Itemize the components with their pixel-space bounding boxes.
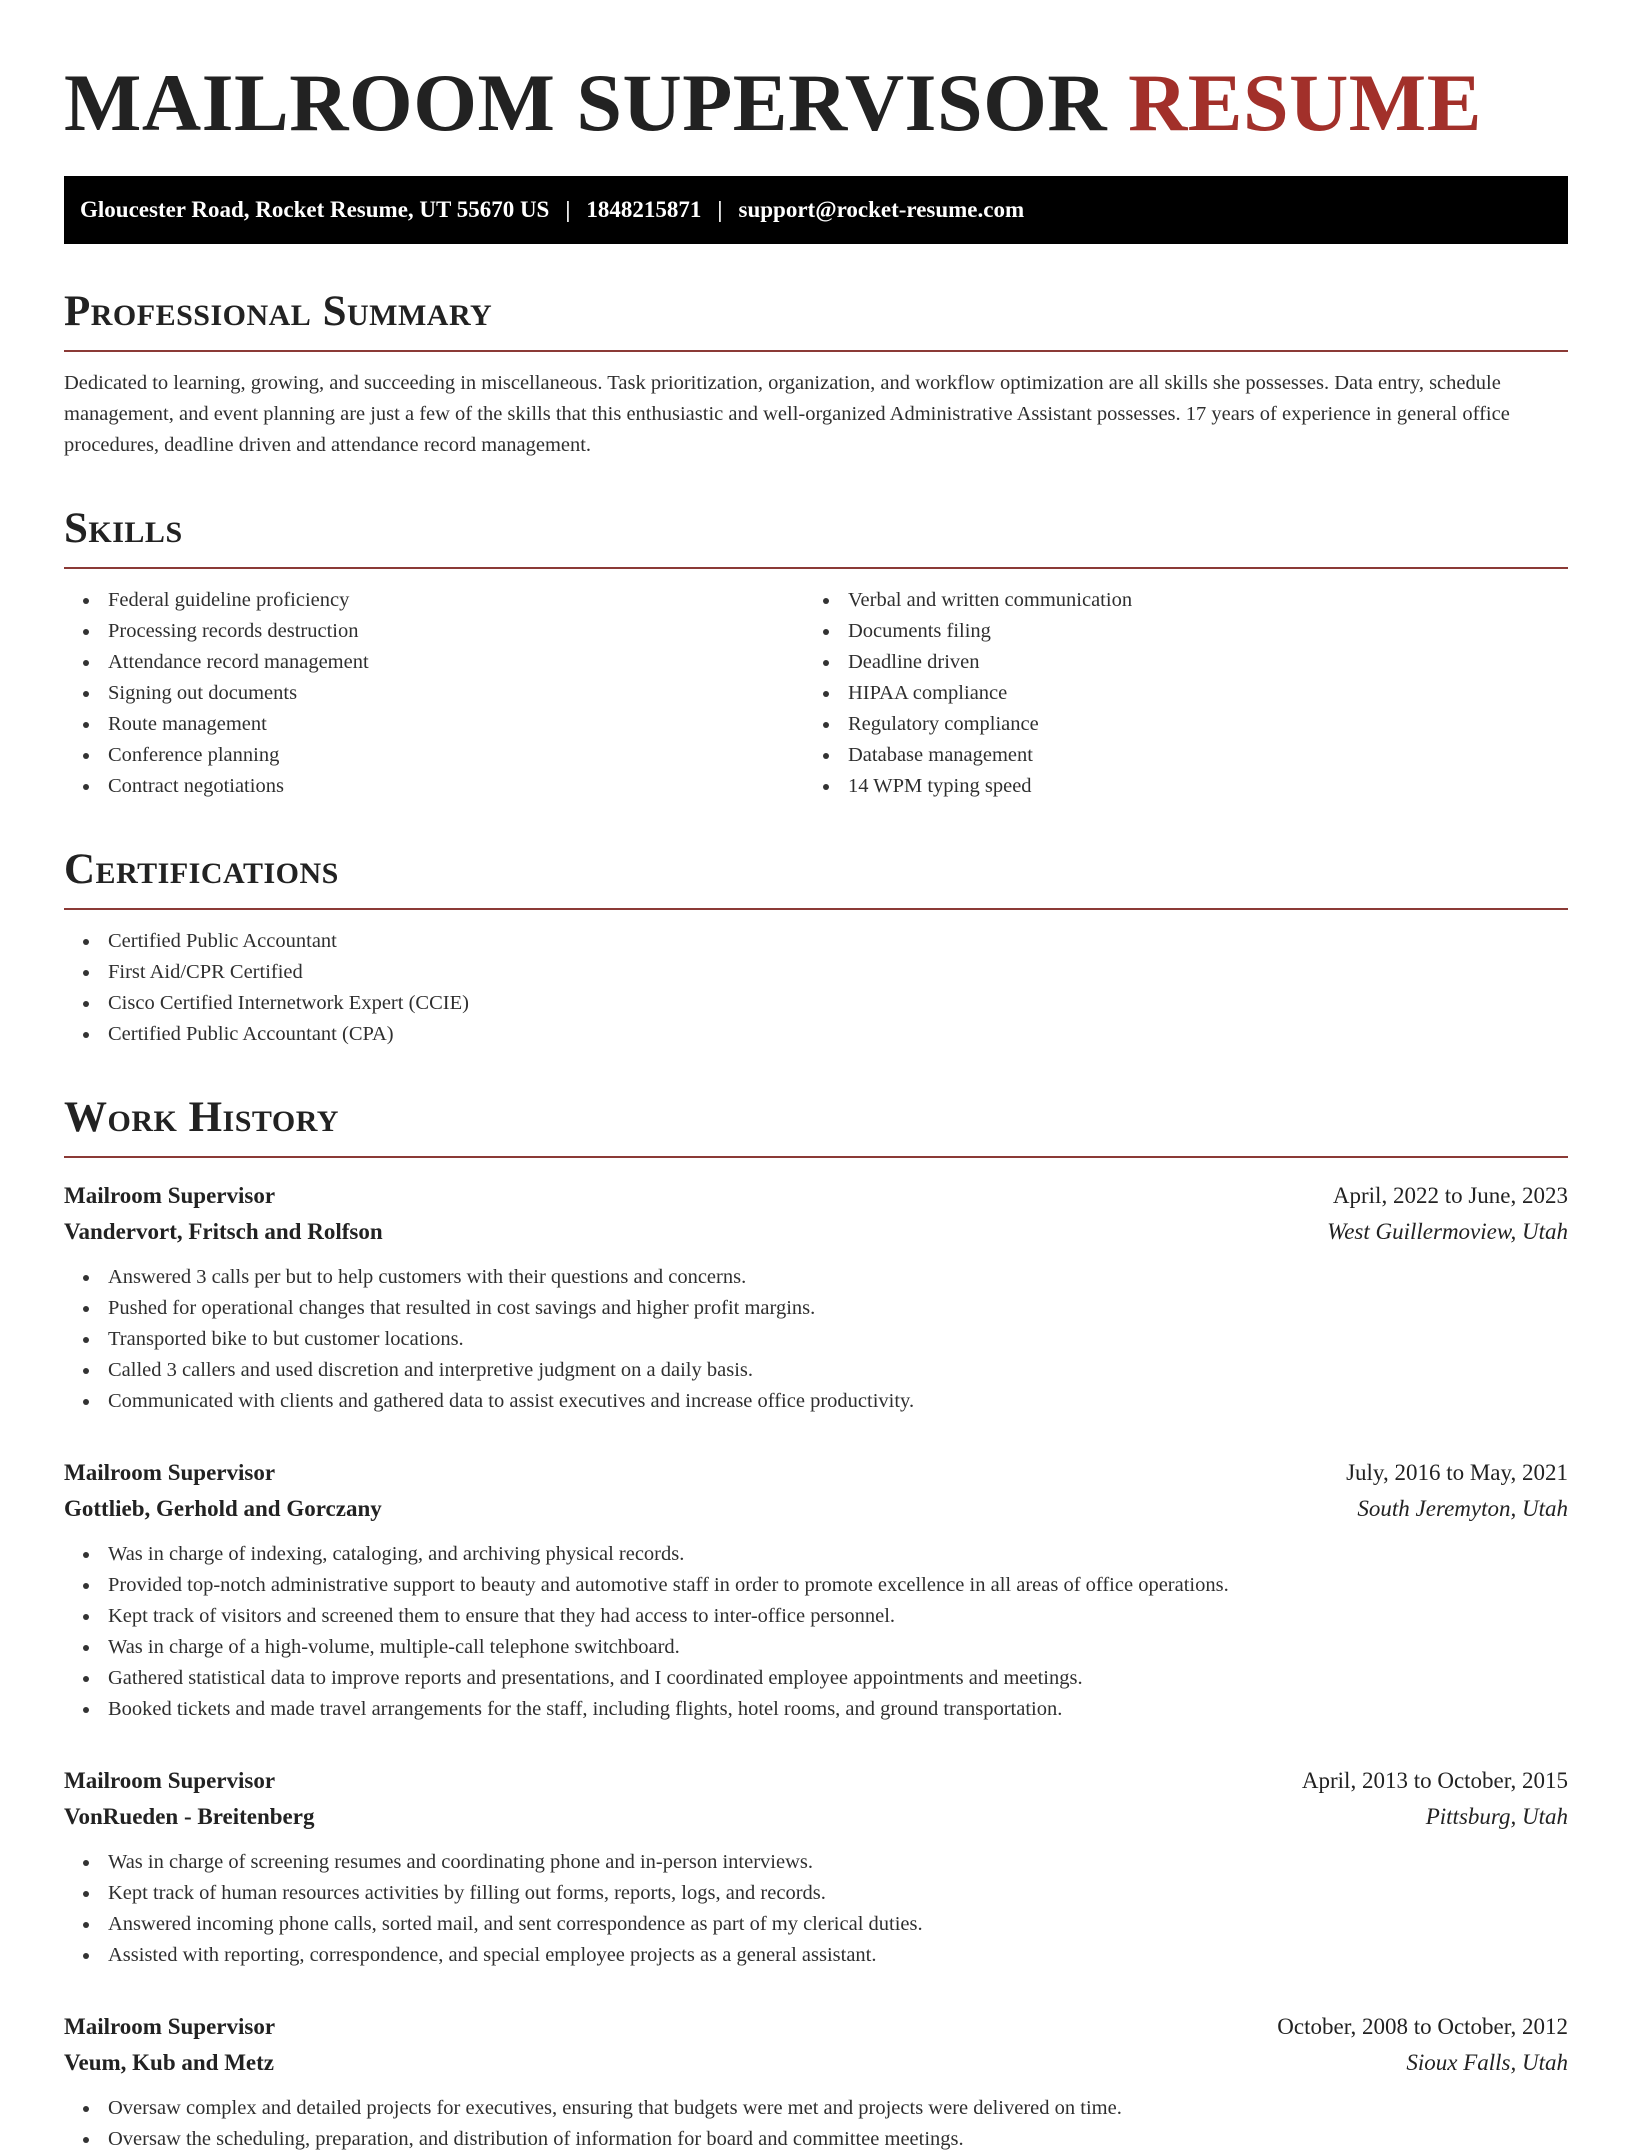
- section-divider: [64, 1156, 1568, 1158]
- certifications-section: [64, 846, 1568, 1050]
- job-location: Pittsburg, Utah: [1425, 1804, 1568, 1829]
- list-item: HIPAA compliance: [804, 678, 1544, 709]
- list-item: Oversaw the scheduling, preparation, and distribution of information for board and committee meetings.: [64, 2124, 1568, 2155]
- list-item: Communicated with clients and gathered data to assist executives and increase office productivity.: [64, 1386, 1568, 1417]
- contact-separator: |: [717, 197, 723, 222]
- job-company: Gottlieb, Gerhold and Gorczany: [64, 1496, 382, 1521]
- list-item: Provided top-notch administrative support to beauty and automotive staff in order to promote excellence in all areas of office operations.: [64, 1570, 1568, 1601]
- job-header-row: [64, 2009, 1568, 2045]
- job-title: Mailroom Supervisor: [64, 1460, 276, 1485]
- job-dates: October, 2008 to October, 2012: [1277, 2014, 1568, 2039]
- summary-section: [64, 288, 1568, 461]
- list-item: Transported bike to but customer locations.: [64, 1324, 1568, 1355]
- skills-list-right: [804, 585, 1544, 802]
- list-item: Was in charge of indexing, cataloging, and archiving physical records.: [64, 1539, 1568, 1570]
- contact-phone: 1848215871: [586, 197, 702, 222]
- contact-address: Gloucester Road, Rocket Resume, UT 55670 US: [80, 197, 550, 222]
- list-item: Booked tickets and made travel arrangements for the staff, including flights, hotel rooms, and ground transportation.: [64, 1694, 1568, 1725]
- section-heading-work-history: Work History: [64, 1094, 339, 1141]
- skills-list-left: [64, 585, 804, 802]
- job-title: Mailroom Supervisor: [64, 1768, 276, 1793]
- job-dates: April, 2022 to June, 2023: [1332, 1183, 1568, 1208]
- section-heading-summary: Professional Summary: [64, 288, 493, 335]
- section-heading-skills: Skills: [64, 505, 183, 552]
- job-title: Mailroom Supervisor: [64, 2014, 276, 2039]
- job-subheader-row: [64, 1799, 1568, 1835]
- list-item: Regulatory compliance: [804, 709, 1544, 740]
- list-item: Processing records destruction: [64, 616, 804, 647]
- list-item: Was in charge of a high-volume, multiple-call telephone switchboard.: [64, 1632, 1568, 1663]
- list-item: Conference planning: [64, 740, 804, 771]
- list-item: Documents filing: [804, 616, 1544, 647]
- job-subheader-row: [64, 2045, 1568, 2081]
- certifications-list: [64, 926, 1568, 1050]
- section-heading-certifications: Certifications: [64, 846, 339, 893]
- list-item: Kept track of human resources activities by filling out forms, reports, logs, and records.: [64, 1878, 1568, 1909]
- list-item: Cisco Certified Internetwork Expert (CCIE): [64, 988, 1568, 1019]
- job-entry: [64, 1455, 1568, 1725]
- title-main: MAILROOM SUPERVISOR: [64, 57, 1108, 148]
- section-divider: [64, 350, 1568, 352]
- list-item: Was in charge of screening resumes and coordinating phone and in-person interviews.: [64, 1847, 1568, 1878]
- list-item: Contract negotiations: [64, 771, 804, 802]
- list-item: Oversaw complex and detailed projects for executives, ensuring that budgets were met and projects were delivered on time.: [64, 2093, 1568, 2124]
- job-bullets: [64, 1847, 1568, 1971]
- contact-bar: [64, 176, 1568, 244]
- list-item: First Aid/CPR Certified: [64, 957, 1568, 988]
- job-company: Vandervort, Fritsch and Rolfson: [64, 1219, 383, 1244]
- job-location: South Jeremyton, Utah: [1357, 1496, 1568, 1521]
- list-item: Gathered statistical data to improve reports and presentations, and I coordinated employee appointments and meetings.: [64, 1663, 1568, 1694]
- list-item: Answered 3 calls per but to help customers with their questions and concerns.: [64, 1262, 1568, 1293]
- title-accent: RESUME: [1128, 57, 1482, 148]
- contact-separator: |: [565, 197, 571, 222]
- job-location: West Guillermoview, Utah: [1327, 1219, 1568, 1244]
- job-company: VonRueden - Breitenberg: [64, 1804, 315, 1829]
- job-subheader-row: [64, 1214, 1568, 1250]
- job-bullets: [64, 2093, 1568, 2155]
- job-title: Mailroom Supervisor: [64, 1183, 276, 1208]
- list-item: Attendance record management: [64, 647, 804, 678]
- job-dates: July, 2016 to May, 2021: [1346, 1460, 1568, 1485]
- list-item: Route management: [64, 709, 804, 740]
- list-item: 14 WPM typing speed: [804, 771, 1544, 802]
- list-item: Called 3 callers and used discretion and interpretive judgment on a daily basis.: [64, 1355, 1568, 1386]
- job-dates: April, 2013 to October, 2015: [1301, 1768, 1568, 1793]
- summary-text: Dedicated to learning, growing, and succeeding in miscellaneous. Task prioritization, organization, and workflow optimization are all skills she possesses. Data entry, schedule management, and event planning are just a few of the skills that this enthusiastic and well-organized Administrative Assistant possesses. 17 years of experience in general office procedures, deadline driven and attendance record management.: [64, 372, 1510, 456]
- job-header-row: [64, 1178, 1568, 1214]
- skills-grid: [64, 569, 1568, 802]
- contact-email: support@rocket-resume.com: [738, 197, 1025, 222]
- work-history-section: [64, 1094, 1568, 2155]
- list-item: Pushed for operational changes that resulted in cost savings and higher profit margins.: [64, 1293, 1568, 1324]
- list-item: Deadline driven: [804, 647, 1544, 678]
- list-item: Verbal and written communication: [804, 585, 1544, 616]
- list-item: Federal guideline proficiency: [64, 585, 804, 616]
- job-bullets: [64, 1539, 1568, 1725]
- job-entry: [64, 2009, 1568, 2155]
- job-entry: [64, 1178, 1568, 1417]
- job-header-row: [64, 1455, 1568, 1491]
- section-divider: [64, 908, 1568, 910]
- list-item: Signing out documents: [64, 678, 804, 709]
- list-item: Database management: [804, 740, 1544, 771]
- skills-section: [64, 505, 1568, 802]
- list-item: Certified Public Accountant: [64, 926, 1568, 957]
- job-bullets: [64, 1262, 1568, 1417]
- job-company: Veum, Kub and Metz: [64, 2050, 274, 2075]
- job-entry: [64, 1763, 1568, 1971]
- list-item: Certified Public Accountant (CPA): [64, 1019, 1568, 1050]
- page-title: [64, 0, 1568, 148]
- job-location: Sioux Falls, Utah: [1406, 2050, 1568, 2075]
- job-header-row: [64, 1763, 1568, 1799]
- job-subheader-row: [64, 1491, 1568, 1527]
- list-item: Answered incoming phone calls, sorted mail, and sent correspondence as part of my clerical duties.: [64, 1909, 1568, 1940]
- list-item: Assisted with reporting, correspondence, and special employee projects as a general assistant.: [64, 1940, 1568, 1971]
- list-item: Kept track of visitors and screened them to ensure that they had access to inter-office personnel.: [64, 1601, 1568, 1632]
